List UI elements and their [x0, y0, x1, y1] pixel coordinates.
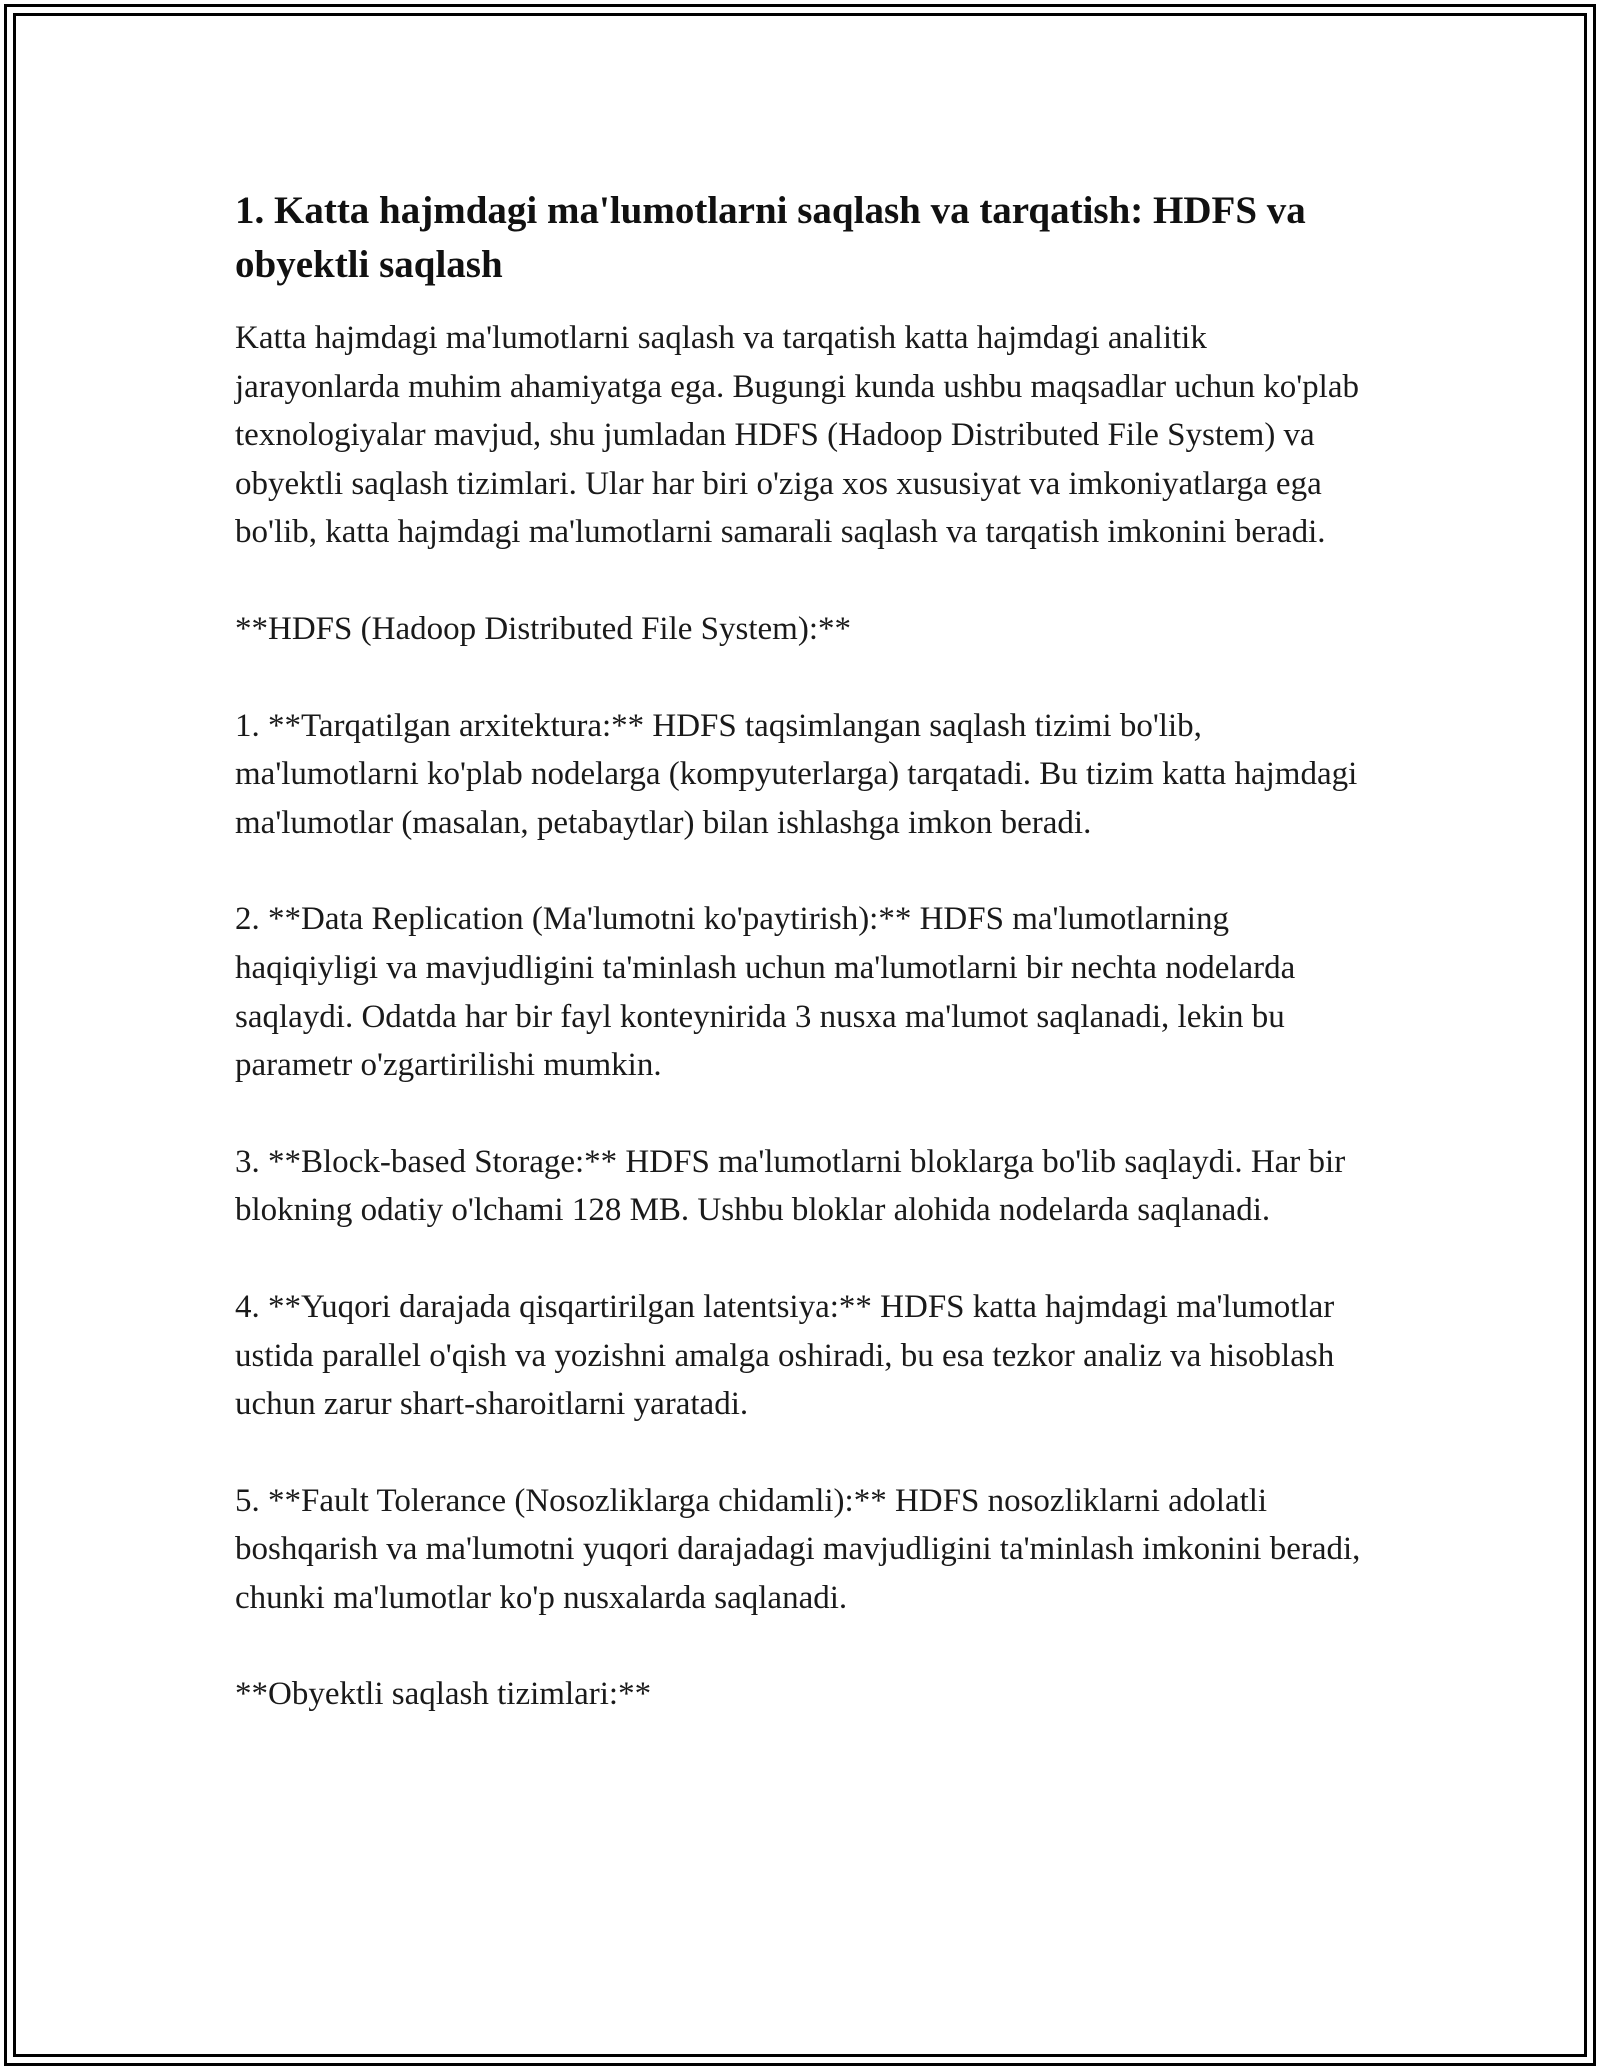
hdfs-section-title: **HDFS (Hadoop Distributed File System):**	[235, 610, 851, 647]
object-storage-section-title: **Obyektli saqlash tizimlari:**	[235, 1676, 652, 1713]
intro-paragraph: Katta hajmdagi ma'lumotlarni saqlash va tarqatish katta hajmdagi analitik jarayonlarda muhim ahamiyatga ega. Bugungi kunda ushbu maqsadlar uchun ko'plab texnologiyalar mavjud, shu jumladan HDFS (Hadoop Distributed File System) va obyektli saqlash tizimlari. Ular har biri o'ziga xos xususiyat va imkoniyatlarga ega bo'lib, katta hajmdagi ma'lumotlarni samarali saqlash va tarqatish imkonini beradi.	[235, 320, 1359, 551]
list-item-latency: 4. **Yuqori darajada qisqartirilgan latentsiya:** HDFS katta hajmdagi ma'lumotlar ustida parallel o'qish va yozishni amalga oshiradi, bu esa tezkor analiz va hisoblash uchun zarur shart-sharoitlarni yaratadi.	[235, 1288, 1335, 1423]
list-item-fault-tolerance: 5. **Fault Tolerance (Nosozliklarga chidamli):** HDFS nosozliklarni adolatli boshqarish va ma'lumotni yuqori darajadagi mavjudligini ta'minlash imkonini beradi, chunki ma'lumotlar ko'p nusxalarda saqlanadi.	[235, 1482, 1361, 1616]
list-item-distributed-architecture: 1. **Tarqatilgan arxitektura:** HDFS taqsimlangan saqlash tizimi bo'lib, ma'lumotlarni ko'plab nodelarga (kompyuterlarga) tarqatadi. Bu tizim katta hajmdagi ma'lumotlar (masalan, petabaytlar) bilan ishlashga imkon beradi.	[235, 707, 1358, 841]
list-item-data-replication: 2. **Data Replication (Ma'lumotni ko'paytirish):** HDFS ma'lumotlarning haqiqiyligi va mavjudligini ta'minlash uchun ma'lumotlarni bir nechta nodelarda saqlaydi. Odatda har bir fayl konteynirida 3 nusxa ma'lumot saqlanadi, lekin bu parametr o'zgartirilishi mumkin.	[235, 901, 1296, 1084]
document-heading: 1. Katta hajmdagi ma'lumotlarni saqlash va tarqatish: HDFS va obyektli saqlash	[235, 189, 1306, 286]
document-body	[235, 184, 1365, 1767]
list-item-block-storage: 3. **Block-based Storage:** HDFS ma'lumotlarni bloklarga bo'lib saqlaydi. Har bir blokning odatiy o'lchami 128 MB. Ushbu bloklar alohida nodelarda saqlanadi.	[235, 1143, 1346, 1229]
